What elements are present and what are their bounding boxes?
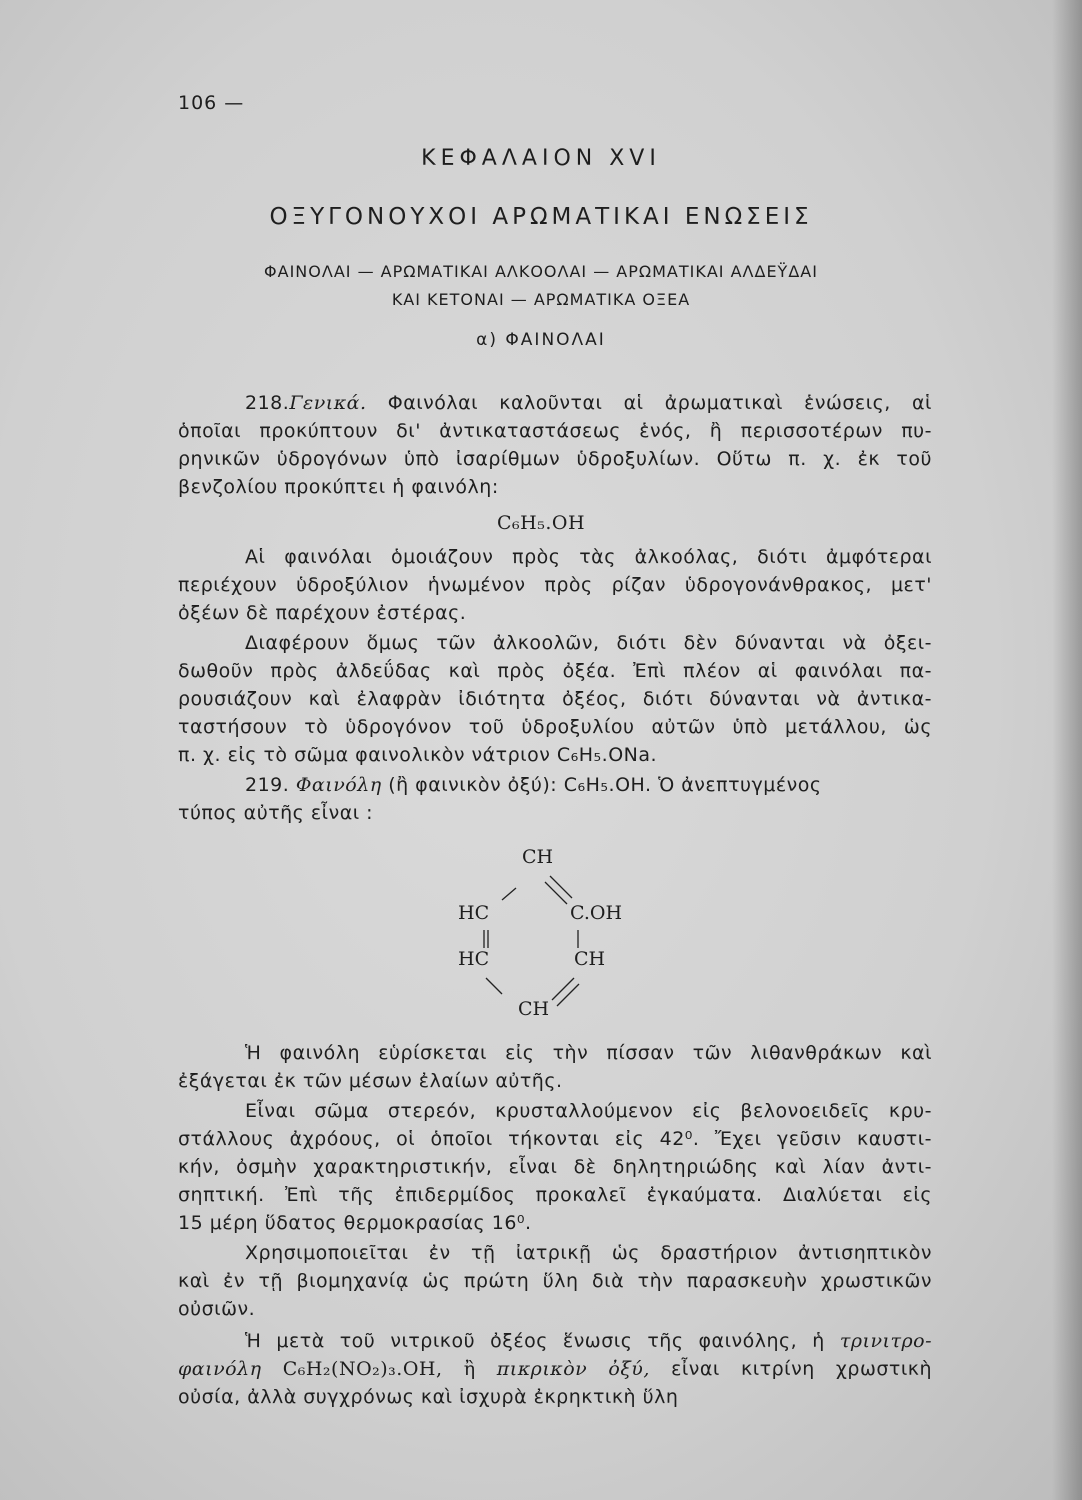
para-differ-line-3: ρουσιάζουν καὶ ἐλαφρὰν ἰδιότητα ὀξέος, διότι δύνανται νὰ ἀντικα- [178,688,932,710]
bond-bottom-right-b [557,984,579,1006]
para-differ-line-4: ταστήσουν τὸ ὑδρογόνον τοῦ ὑδροξυλίου αὐτῶν ὑπὸ μετάλλου, ὡς [178,716,932,738]
para-differ-line-2: δωθοῦν πρὸς ἀλδεΰδας καὶ πρὸς ὀξέα. Ἐπὶ πλέον αἱ φαινόλαι πα- [178,660,932,682]
para-219-heading: Φαινόλη [295,774,382,796]
phenol-formula: C₆H₅.OH [496,512,586,534]
para-nitro-text-b: εἶναι κιτρίνη χρωστικὴ [671,1358,933,1380]
section-heading: α) ΦΑΙΝΟΛΑΙ [476,330,606,350]
atom-bottom: CH [518,998,550,1020]
para-found-line-1: Ἡ φαινόλη εὑρίσκεται εἰς τὴν πίσσαν τῶν λιθανθράκων καὶ [245,1042,932,1064]
para-219-number: 219. [245,774,290,796]
atom-upper-left: HC [458,902,490,924]
para-solid-line-1: Εἶναι σῶμα στερεόν, κρυσταλλούμενον εἰς βελονοειδεῖς κρυ- [245,1100,932,1122]
para-nitro-text-a: Ἡ μετὰ τοῦ νιτρικοῦ ὀξέος ἕνωσις τῆς φαινόλης, ἡ [245,1330,825,1352]
para-nitro-line-3: οὐσία, ἀλλὰ συγχρόνως καὶ ἰσχυρὰ ἐκρηκτικὴ ὕλη [178,1386,679,1408]
page-number: 106 — [178,92,245,114]
bond-top-right-b [545,882,567,904]
para-differ-line-5: π. χ. εἰς τὸ σῶμα φαινολικὸν νάτριον C₆H₅.ONa. [178,744,658,766]
para-218-number: 218. [245,392,290,414]
para-differ-line-1: Διαφέρουν ὅμως τῶν ἀλκοολῶν, διότι δὲν δύνανται νὰ ὀξει- [245,632,932,654]
chapter-title: ΟΞΥΓΟΝΟΥΧΟΙ ΑΡΩΜΑΤΙΚΑΙ ΕΝΩΣΕΙΣ [269,204,813,230]
para-219-line-1 [245,772,935,798]
para-found-line-2: ἐξάγεται ἐκ τῶν μέσων ἐλαίων αὐτῆς. [178,1070,563,1092]
para-219-line-2: τύπος αὐτῆς εἶναι : [178,802,374,824]
para-218-text: Φαινόλαι καλοῦνται αἱ ἀρωματικαὶ ἑνώσεις, αἱ [387,392,932,414]
chapter-subtitle-line-2: ΚΑΙ ΚΕΤΟΝΑΙ — ΑΡΩΜΑΤΙΚΑ ΟΞΕΑ [391,290,691,309]
para-solid-line-4: σηπτική. Ἐπὶ τῆς ἐπιδερμίδος προκαλεῖ ἐγκαύματα. Διαλύεται εἰς [178,1184,932,1206]
atom-lower-left: HC [458,948,490,970]
para-use-line-2: καὶ ἐν τῇ βιομηχανίᾳ ὡς πρώτη ὕλη διὰ τὴν παρασκευὴν χρωστικῶν [178,1270,932,1292]
phenol-structure-diagram [440,840,670,1030]
para-solid-line-3: κήν, ὀσμὴν χαρακτηριστικήν, εἶναι δὲ δηλητηριώδης καὶ λίαν ἀντι- [178,1156,932,1178]
para-similar-line-1: Αἱ φαινόλαι ὁμοιάζουν πρὸς τὰς ἀλκοόλας, διότι ἀμφότεραι [245,546,932,568]
para-similar-line-2: περιέχουν ὑδροξύλιον ἡνωμένον πρὸς ρίζαν ὑδρογονάνθρακος, μετ' [178,574,932,596]
para-similar-line-3: ὀξέων δὲ παρέχουν ἐστέρας. [178,602,467,624]
bond-top-left [502,888,516,900]
chapter-subtitle-line-1: ΦΑΙΝΟΛΑΙ — ΑΡΩΜΑΤΙΚΑΙ ΑΛΚΟΟΛΑΙ — ΑΡΩΜΑΤΙΚΑΙ ΑΛΔΕΫΔΑΙ [264,262,818,281]
trinitrophenol-term-b: φαινόλη [178,1358,262,1380]
bond-bottom-right-a [552,978,574,1000]
para-218-line-2: ὁποῖαι προκύπτουν δι' ἀντικαταστάσεως ἑνός, ἢ περισσοτέρων πυ- [178,420,932,442]
para-218-heading: Γενικά. [289,392,367,414]
para-nitro-line-2 [178,1356,932,1382]
picric-acid-term: πικρικὸν ὀξύ, [496,1358,650,1380]
para-use-line-3: οὐσιῶν. [178,1298,256,1320]
bond-top-right-a [550,876,572,898]
para-nitro-line-1 [245,1328,932,1354]
para-use-line-1: Χρησιμοποιεῖται ἐν τῇ ἰατρικῇ ὡς δραστήριον ἀντισηπτικὸν [245,1242,932,1264]
para-solid-line-5: 15 μέρη ὕδατος θερμοκρασίας 16⁰. [178,1212,532,1234]
structure-bonds [440,840,670,1030]
para-solid-line-2: στάλλους ἀχρόους, οἱ ὁποῖοι τήκονται εἰς 42⁰. Ἔχει γεῦσιν καυστι- [178,1128,932,1150]
para-219-text: (ἢ φαινικὸν ὀξύ): C₆H₅.OH. Ὁ ἀνεπτυγμένος [388,774,822,796]
para-218-line-1 [245,390,932,416]
picric-formula: C₆H₂(NO₂)₃.OH, ἢ [282,1358,476,1380]
chapter-heading: ΚΕΦΑΛΑΙΟΝ XVI [421,146,661,171]
para-218-line-4: βενζολίου προκύπτει ἡ φαινόλη: [178,476,499,498]
atom-lower-right: CH [574,948,606,970]
atom-top: CH [522,846,554,868]
trinitrophenol-term-a: τρινιτρο- [839,1330,932,1352]
bond-bottom-left [486,978,502,994]
para-218-line-3: ρηνικῶν ὑδρογόνων ὑπὸ ἰσαρίθμων ὑδροξυλίων. Οὕτω π. χ. ἐκ τοῦ [178,448,932,470]
atom-upper-right: C.OH [570,902,623,924]
